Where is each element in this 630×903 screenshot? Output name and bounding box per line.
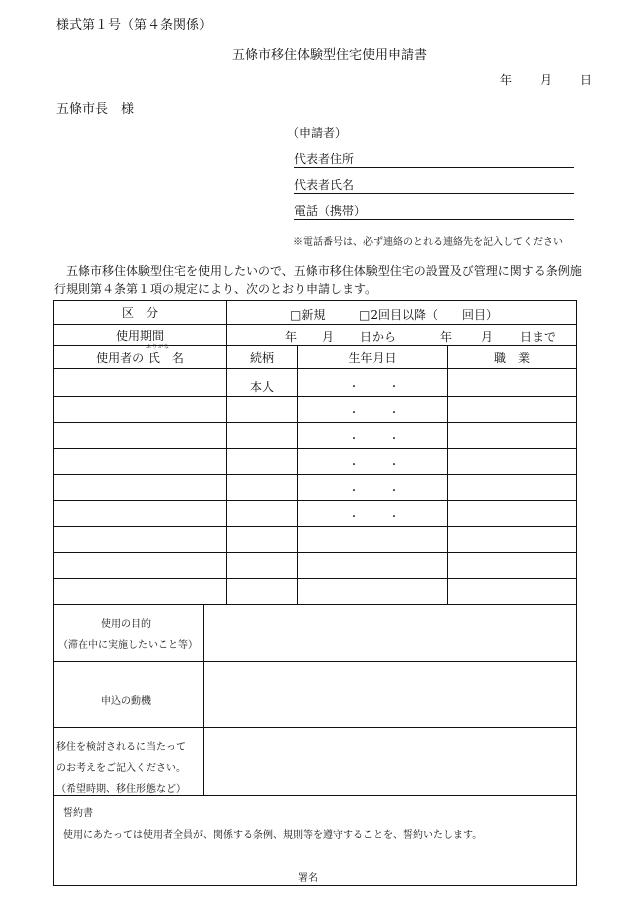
addressee: 五條市長 様: [56, 102, 135, 117]
signature-label: 署名: [298, 873, 318, 884]
date-day-label: 日: [580, 73, 593, 87]
birthdate-separator: ・: [349, 408, 359, 419]
table-border: [53, 300, 54, 886]
representative-name-field[interactable]: [294, 176, 574, 194]
thoughts-input[interactable]: [204, 728, 576, 795]
column-header-birthdate: 生年月日: [348, 350, 397, 365]
column-header-relation: 続柄: [249, 350, 274, 365]
representative-name-label: 代表者氏名: [294, 178, 355, 192]
document-title: 五條市移住体験型住宅使用申請書: [232, 48, 428, 63]
date-year-label: 年: [500, 73, 513, 87]
intro-line-1: 五條市移住体験型住宅を使用したいので、五條市移住体験型住宅の設置及び管理に関する条例施: [66, 264, 582, 278]
date-month-label: 月: [540, 73, 553, 87]
relation-self: 本人: [249, 379, 274, 394]
phone-field[interactable]: [294, 202, 574, 220]
column-header-name: 使用者の 氏 名: [96, 351, 184, 365]
purpose-label: 使用の目的: [101, 619, 151, 630]
pledge-title: 誓約書: [63, 808, 93, 819]
applicant-heading: （申請者）: [287, 126, 348, 140]
motive-label: 申込の動機: [101, 696, 151, 707]
category-label: 区 分: [121, 306, 158, 320]
period-to: 日まで: [520, 330, 557, 344]
period-label: 使用期間: [115, 328, 164, 343]
period-from: 日から: [360, 330, 397, 344]
birthdate-separator: ・: [389, 486, 399, 497]
phone-note: ※電話番号は、必ず連絡のとれる連絡先を記入してください: [293, 237, 563, 248]
purpose-input[interactable]: [204, 605, 576, 661]
period-year: 年: [285, 330, 298, 344]
phone-label: 電話（携帯）: [294, 204, 367, 218]
column-header-occupation: 職 業: [493, 350, 530, 365]
representative-address-field[interactable]: [294, 150, 574, 168]
birthdate-separator: ・: [389, 382, 399, 393]
birthdate-separator: ・: [349, 434, 359, 445]
period-month-end: 月: [481, 330, 494, 344]
representative-address-label: 代表者住所: [294, 152, 355, 166]
birthdate-separator: ・: [389, 408, 399, 419]
pledge-text: 使用にあたっては使用者全員が、関係する条例、規則等を遵守することを、誓約いたします。: [63, 830, 483, 841]
thoughts-label-line-1: 移住を検討されるに当たって: [56, 742, 186, 753]
period-year-end: 年: [440, 330, 453, 344]
thoughts-label-line-3: （希望時期、移住形態など）: [56, 784, 186, 795]
name-ruby: ふりがな: [146, 344, 171, 350]
checkbox-new[interactable]: □新規: [290, 308, 326, 322]
birthdate-separator: ・: [349, 486, 359, 497]
birthdate-separator: ・: [349, 382, 359, 393]
purpose-sub-label: （滞在中に実施したいこと等）: [58, 640, 198, 651]
birthdate-separator: ・: [349, 512, 359, 523]
birthdate-separator: ・: [389, 434, 399, 445]
form-number: 様式第１号（第４条関係）: [56, 18, 213, 33]
motive-input[interactable]: [204, 662, 576, 727]
birthdate-separator: ・: [389, 460, 399, 471]
intro-line-2: 行規則第４条第１項の規定により、次のとおり申請します。: [54, 282, 378, 296]
birthdate-separator: ・: [389, 512, 399, 523]
checkbox-repeat[interactable]: □2回目以降（ 回目）: [359, 308, 498, 322]
birthdate-separator: ・: [349, 460, 359, 471]
table-border: [53, 885, 577, 886]
period-month: 月: [322, 330, 335, 344]
thoughts-label-line-2: のお考えをご記入ください。: [56, 763, 186, 774]
table-border: [576, 300, 577, 886]
